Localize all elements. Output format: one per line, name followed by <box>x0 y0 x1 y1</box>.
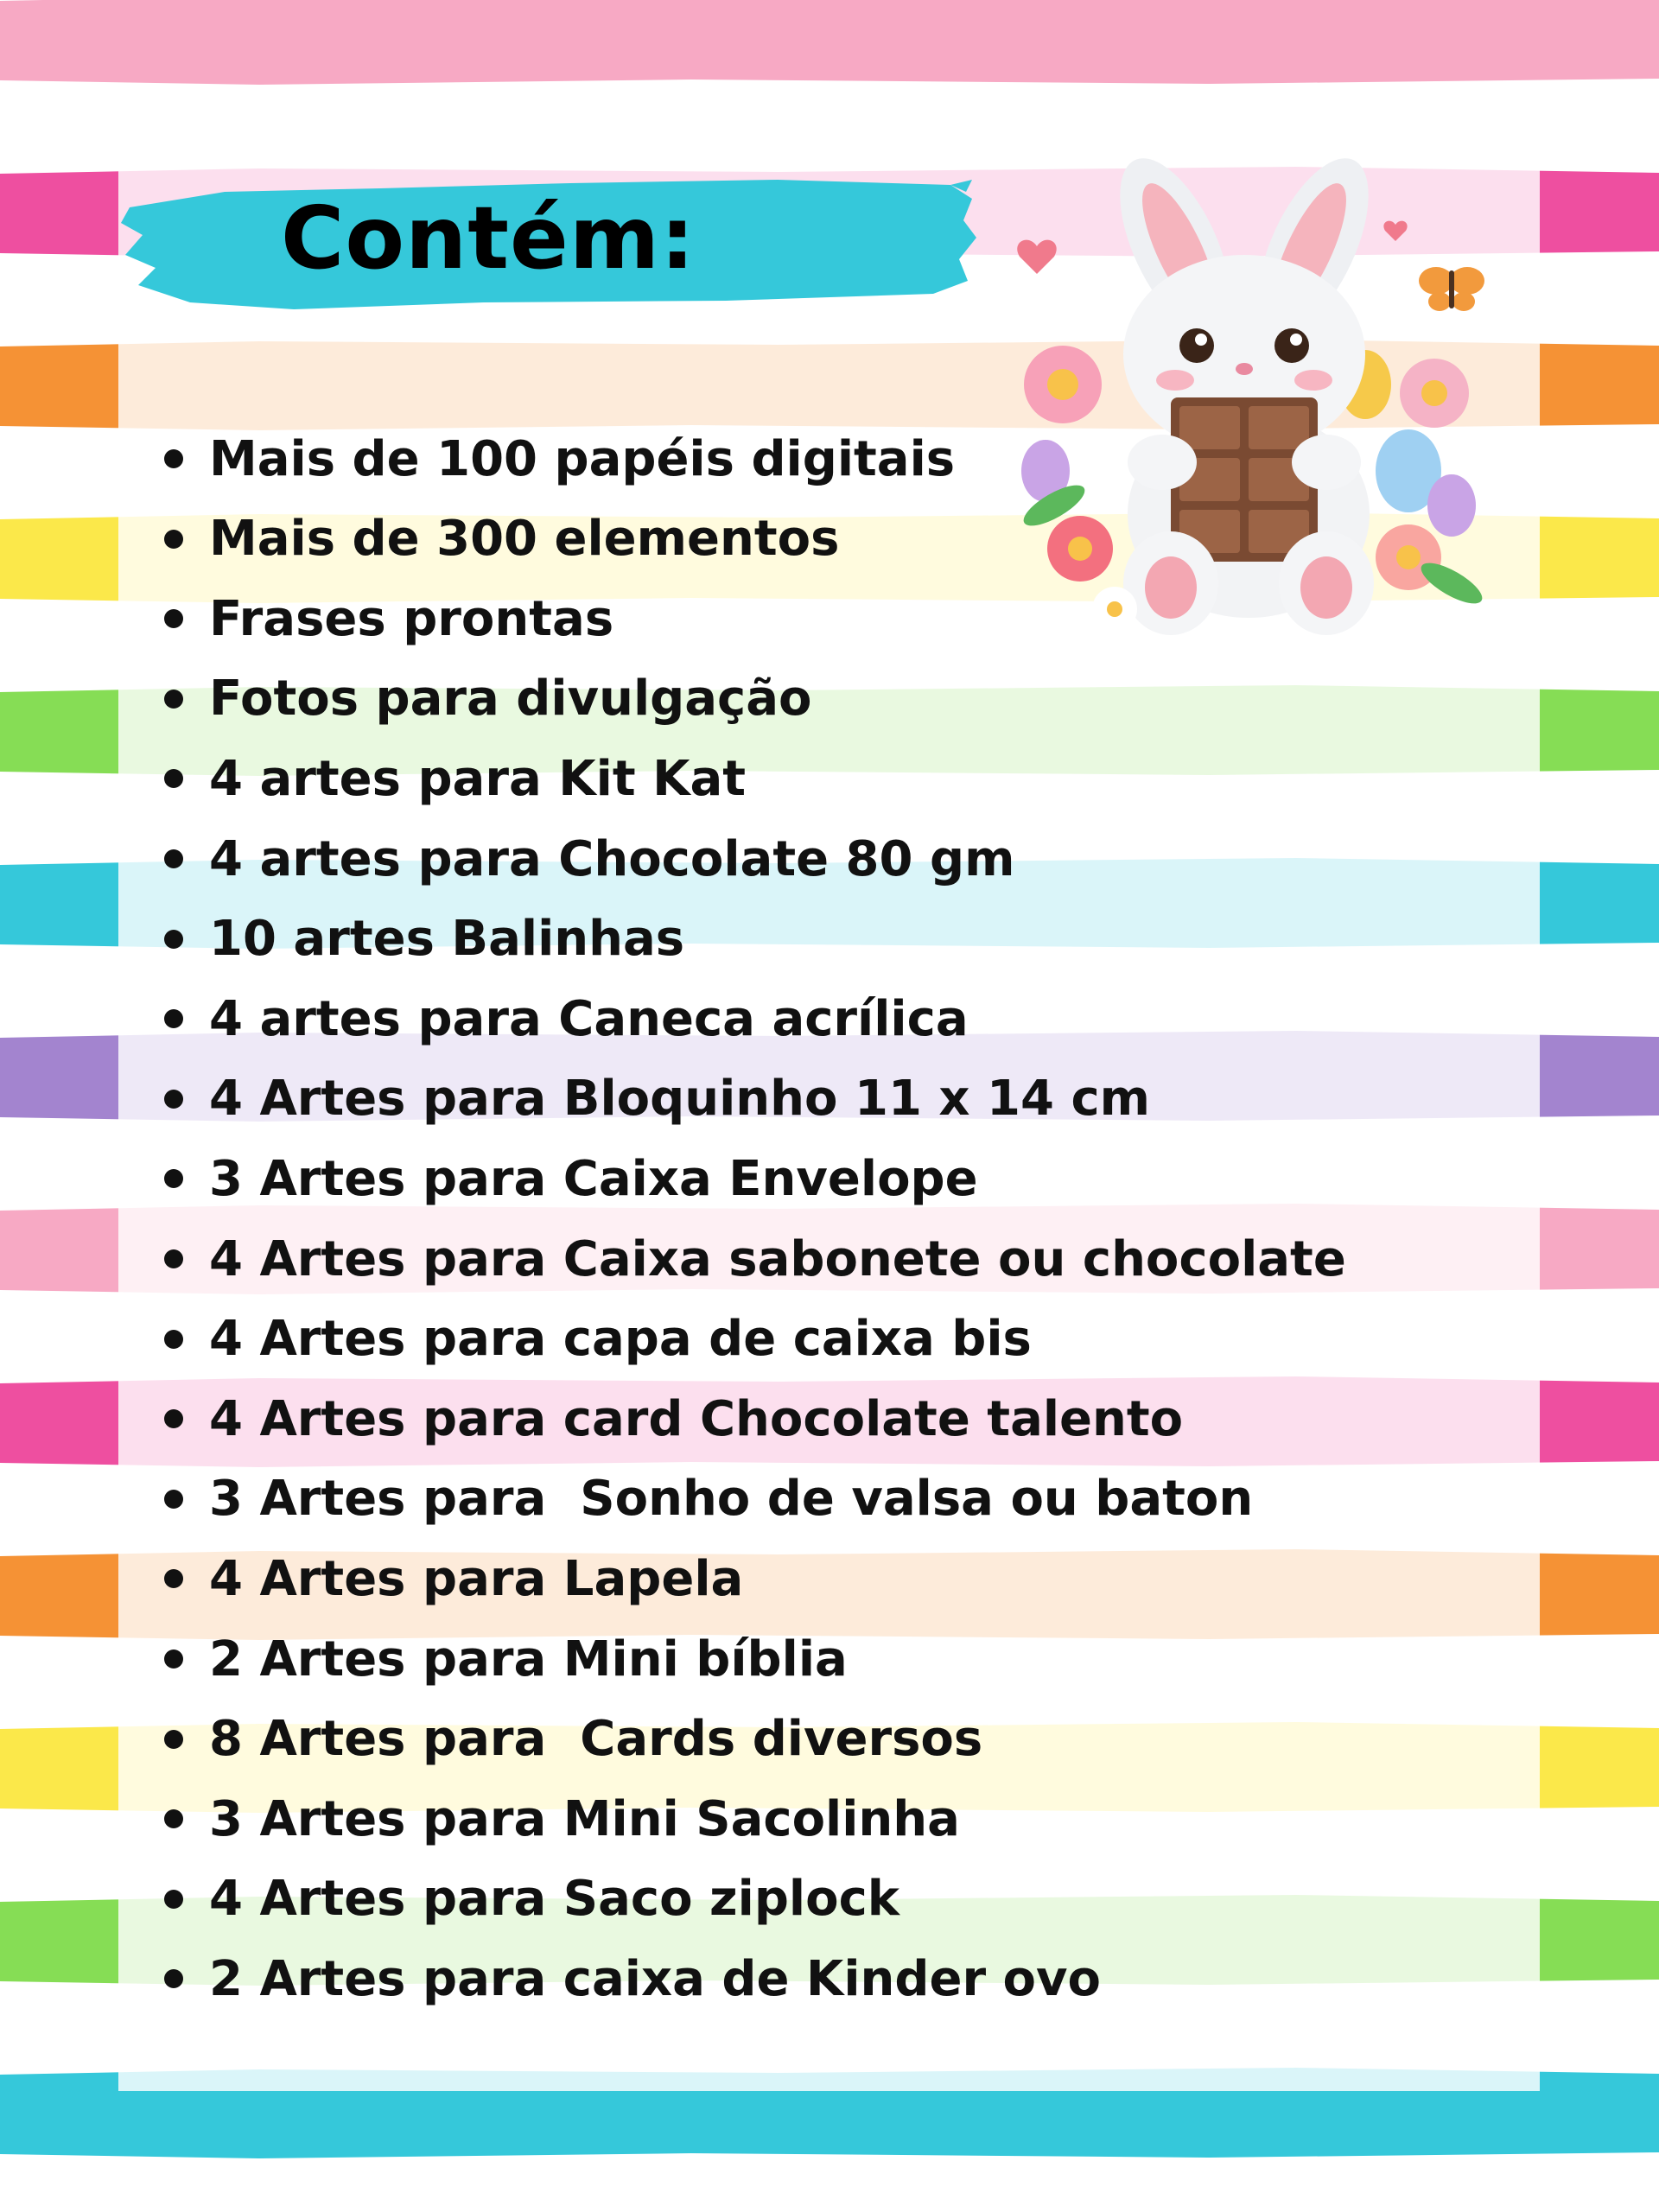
list-item-text: 4 Artes para Lapela <box>209 1550 744 1607</box>
list-item-text: 4 Artes para card Chocolate talento <box>209 1390 1184 1447</box>
bullet-icon <box>164 1649 183 1669</box>
bullet-icon <box>164 1809 183 1828</box>
list-item <box>164 1379 1503 1459</box>
list-item-text: 4 artes para Caneca acrílica <box>209 990 969 1047</box>
list-item <box>164 1219 1503 1299</box>
bullet-icon <box>164 609 183 628</box>
bullet-icon <box>164 1490 183 1509</box>
bullet-icon <box>164 449 183 468</box>
bullet-icon <box>164 930 183 949</box>
list-item <box>164 1939 1503 2018</box>
list-item <box>164 739 1503 818</box>
list-item-text: 3 Artes para Caixa Envelope <box>209 1150 978 1207</box>
list-item-text: 4 Artes para Bloquinho 11 x 14 cm <box>209 1071 1150 1128</box>
list-item <box>164 1139 1503 1218</box>
list-item <box>164 1059 1503 1139</box>
bullet-icon <box>164 530 183 549</box>
bullet-icon <box>164 1090 183 1109</box>
page-title: Contém: <box>280 187 696 289</box>
list-item-text: 4 artes para Kit Kat <box>209 750 747 807</box>
list-item-text: Frases prontas <box>209 590 614 647</box>
list-item-text: 2 Artes para caixa de Kinder ovo <box>209 1950 1102 2007</box>
list-item <box>164 1459 1503 1539</box>
bullet-icon <box>164 1169 183 1188</box>
bullet-icon <box>164 1569 183 1588</box>
list-item-text: 4 Artes para capa de caixa bis <box>209 1311 1032 1368</box>
list-item <box>164 819 1503 899</box>
list-item <box>164 1700 1503 1779</box>
bullet-icon <box>164 1249 183 1268</box>
easter-bunny-illustration <box>1002 143 1495 644</box>
list-item-text: 10 artes Balinhas <box>209 911 685 968</box>
bullet-icon <box>164 849 183 868</box>
bullet-icon <box>164 1330 183 1349</box>
bullet-icon <box>164 690 183 709</box>
list-item-text: Fotos para divulgação <box>209 671 812 728</box>
list-item-text: 3 Artes para Mini Sacolinha <box>209 1790 960 1847</box>
bullet-icon <box>164 1009 183 1028</box>
list-item <box>164 1859 1503 1939</box>
list-item-text: 4 artes para Chocolate 80 gm <box>209 830 1015 887</box>
list-item-text: 8 Artes para Cards diversos <box>209 1711 983 1768</box>
bullet-icon <box>164 769 183 788</box>
list-item-text: 4 Artes para Saco ziplock <box>209 1871 900 1928</box>
list-item-text: Mais de 300 elementos <box>209 511 840 568</box>
list-item <box>164 1779 1503 1859</box>
list-item-text: 2 Artes para Mini bíblia <box>209 1630 848 1688</box>
bullet-icon <box>164 1969 183 1988</box>
bullet-icon <box>164 1409 183 1428</box>
bullet-icon <box>164 1890 183 1909</box>
list-item <box>164 659 1503 739</box>
list-item <box>164 1300 1503 1379</box>
title-banner <box>121 173 976 320</box>
list-item <box>164 979 1503 1058</box>
list-item-text: Mais de 100 papéis digitais <box>209 430 956 487</box>
list-item-text: 4 Artes para Caixa sabonete ou chocolate <box>209 1230 1346 1287</box>
bullet-icon <box>164 1730 183 1749</box>
list-item <box>164 1619 1503 1699</box>
background-stripe <box>0 0 1659 85</box>
list-item-text: 3 Artes para Sonho de valsa ou baton <box>209 1471 1254 1528</box>
list-item <box>164 1539 1503 1618</box>
list-item <box>164 899 1503 979</box>
